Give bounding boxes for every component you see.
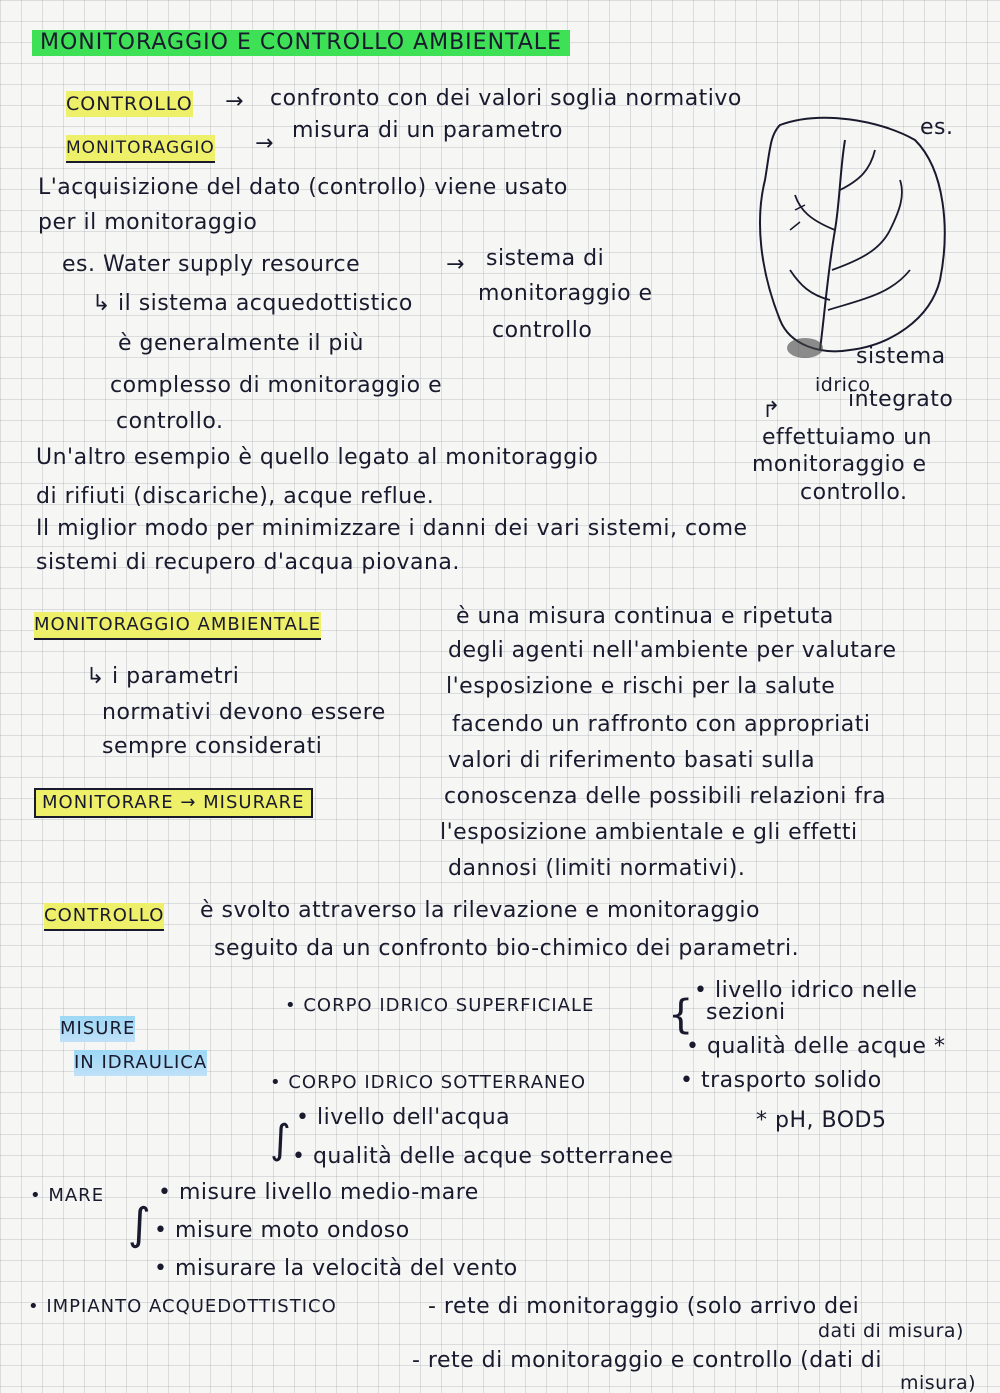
paragraph-line-1: Un'altro esempio è quello legato al monitoraggio: [36, 445, 599, 470]
env-def-7: l'esposizione ambientale e gli effetti: [440, 820, 858, 845]
sott-item-2: • qualità delle acque sotterranee: [292, 1144, 674, 1169]
impianto-item-2: - rete di monitoraggio e controllo (dati di: [412, 1348, 882, 1373]
sup-item-3: • qualità delle acque *: [686, 1034, 946, 1059]
diagram-label-3: integrato: [848, 387, 954, 412]
monitoraggio-term: MONITORAGGIO: [66, 135, 215, 163]
impianto-item-1b: dati di misura): [818, 1320, 964, 1342]
arrow-1: →: [225, 89, 244, 114]
es-label: es.: [920, 115, 954, 140]
sub-line-3: complesso di monitoraggio e: [110, 373, 443, 398]
diagram-label-1: sistema: [856, 344, 946, 369]
impianto-item-1: - rete di monitoraggio (solo arrivo dei: [428, 1294, 860, 1319]
diagram-note-3: controllo.: [800, 480, 908, 505]
arrow-2: →: [255, 131, 274, 156]
controllo-definition: confronto con dei valori soglia normativo: [270, 86, 742, 111]
env-def-2: degli agenti nell'ambiente per valutare: [448, 638, 897, 663]
mare: • MARE: [30, 1185, 105, 1206]
env-left-2: normativi devono essere: [102, 700, 386, 725]
example-prefix: es. Water supply resource: [62, 252, 361, 277]
sub-arrow: ↳: [92, 291, 111, 316]
watershed-diagram: [740, 110, 960, 360]
page-title: MONITORAGGIO E CONTROLLO AMBIENTALE: [32, 30, 570, 56]
brace-2: ∫: [270, 1117, 292, 1163]
diagram-label-2: idrico: [815, 374, 871, 396]
control-term: CONTROLLO: [44, 903, 164, 931]
mare-item-3: • misurare la velocità del vento: [154, 1256, 518, 1281]
env-term: MONITORAGGIO AMBIENTALE: [34, 612, 321, 640]
monitorare-box: MONITORARE → MISURARE: [34, 788, 313, 818]
control-line-1: è svolto attraverso la rilevazione e monitoraggio: [200, 898, 761, 923]
corpo-superficiale: • CORPO IDRICO SUPERFICIALE: [285, 995, 595, 1016]
brace-3: ∫: [128, 1199, 152, 1250]
corpo-sotterraneo: • CORPO IDRICO SOTTERRANEO: [270, 1072, 587, 1093]
sup-item-2: sezioni: [706, 1000, 786, 1025]
sott-item-1: • livello dell'acqua: [296, 1105, 511, 1130]
diagram-note-2: monitoraggio e: [752, 452, 927, 477]
sub-line-4: controllo.: [116, 409, 224, 434]
paragraph-line-3: Il miglior modo per minimizzare i danni dei vari sistemi, come: [36, 516, 748, 541]
env-def-6: conoscenza delle possibili relazioni fra: [444, 784, 887, 809]
paragraph-line-4: sistemi di recupero d'acqua piovana.: [36, 550, 460, 575]
impianto-item-2b: misura): [900, 1372, 977, 1393]
intro-line-2: per il monitoraggio: [38, 210, 258, 235]
control-line-2: seguito da un confronto bio-chimico dei parametri.: [214, 936, 800, 961]
impianto: • IMPIANTO ACQUEDOTTISTICO: [28, 1296, 337, 1317]
diagram-note-1: effettuiamo un: [762, 425, 933, 450]
example-result: sistema di: [486, 246, 605, 271]
arrow-3: →: [446, 252, 465, 277]
env-def-4: facendo un raffronto con appropriati: [452, 712, 871, 737]
mare-item-2: • misure moto ondoso: [154, 1218, 410, 1243]
mare-item-1: • misure livello medio-mare: [158, 1180, 479, 1205]
sub-line-1: il sistema acquedottistico: [118, 291, 413, 316]
misure-label-1: MISURE: [60, 1016, 135, 1042]
sup-item-4: • trasporto solido: [680, 1068, 882, 1093]
env-left-3: sempre considerati: [102, 734, 323, 759]
intro-line-1: L'acquisizione del dato (controllo) viene usato: [38, 175, 568, 200]
curved-arrow: ↱: [762, 398, 781, 423]
sub-line-2: è generalmente il più: [118, 331, 364, 356]
env-def-1: è una misura continua e ripetuta: [456, 604, 834, 629]
misure-label-2: IN IDRAULICA: [74, 1050, 207, 1076]
left-arrow: ↳: [86, 664, 105, 689]
example-result-3: controllo: [492, 318, 593, 343]
env-def-3: l'esposizione e rischi per la salute: [446, 674, 836, 699]
env-left-1: i parametri: [112, 664, 240, 689]
example-result-2: monitoraggio e: [478, 281, 653, 306]
star-note: * pH, BOD5: [756, 1108, 887, 1133]
env-def-8: dannosi (limiti normativi).: [448, 856, 746, 881]
brace-1: {: [668, 992, 694, 1038]
paragraph-line-2: di rifiuti (discariche), acque reflue.: [36, 484, 435, 509]
env-def-5: valori di riferimento basati sulla: [448, 748, 816, 773]
controllo-term: CONTROLLO: [66, 93, 193, 115]
monitoraggio-definition: misura di un parametro: [292, 118, 564, 143]
sup-item-1: • livello idrico nelle: [694, 978, 918, 1003]
